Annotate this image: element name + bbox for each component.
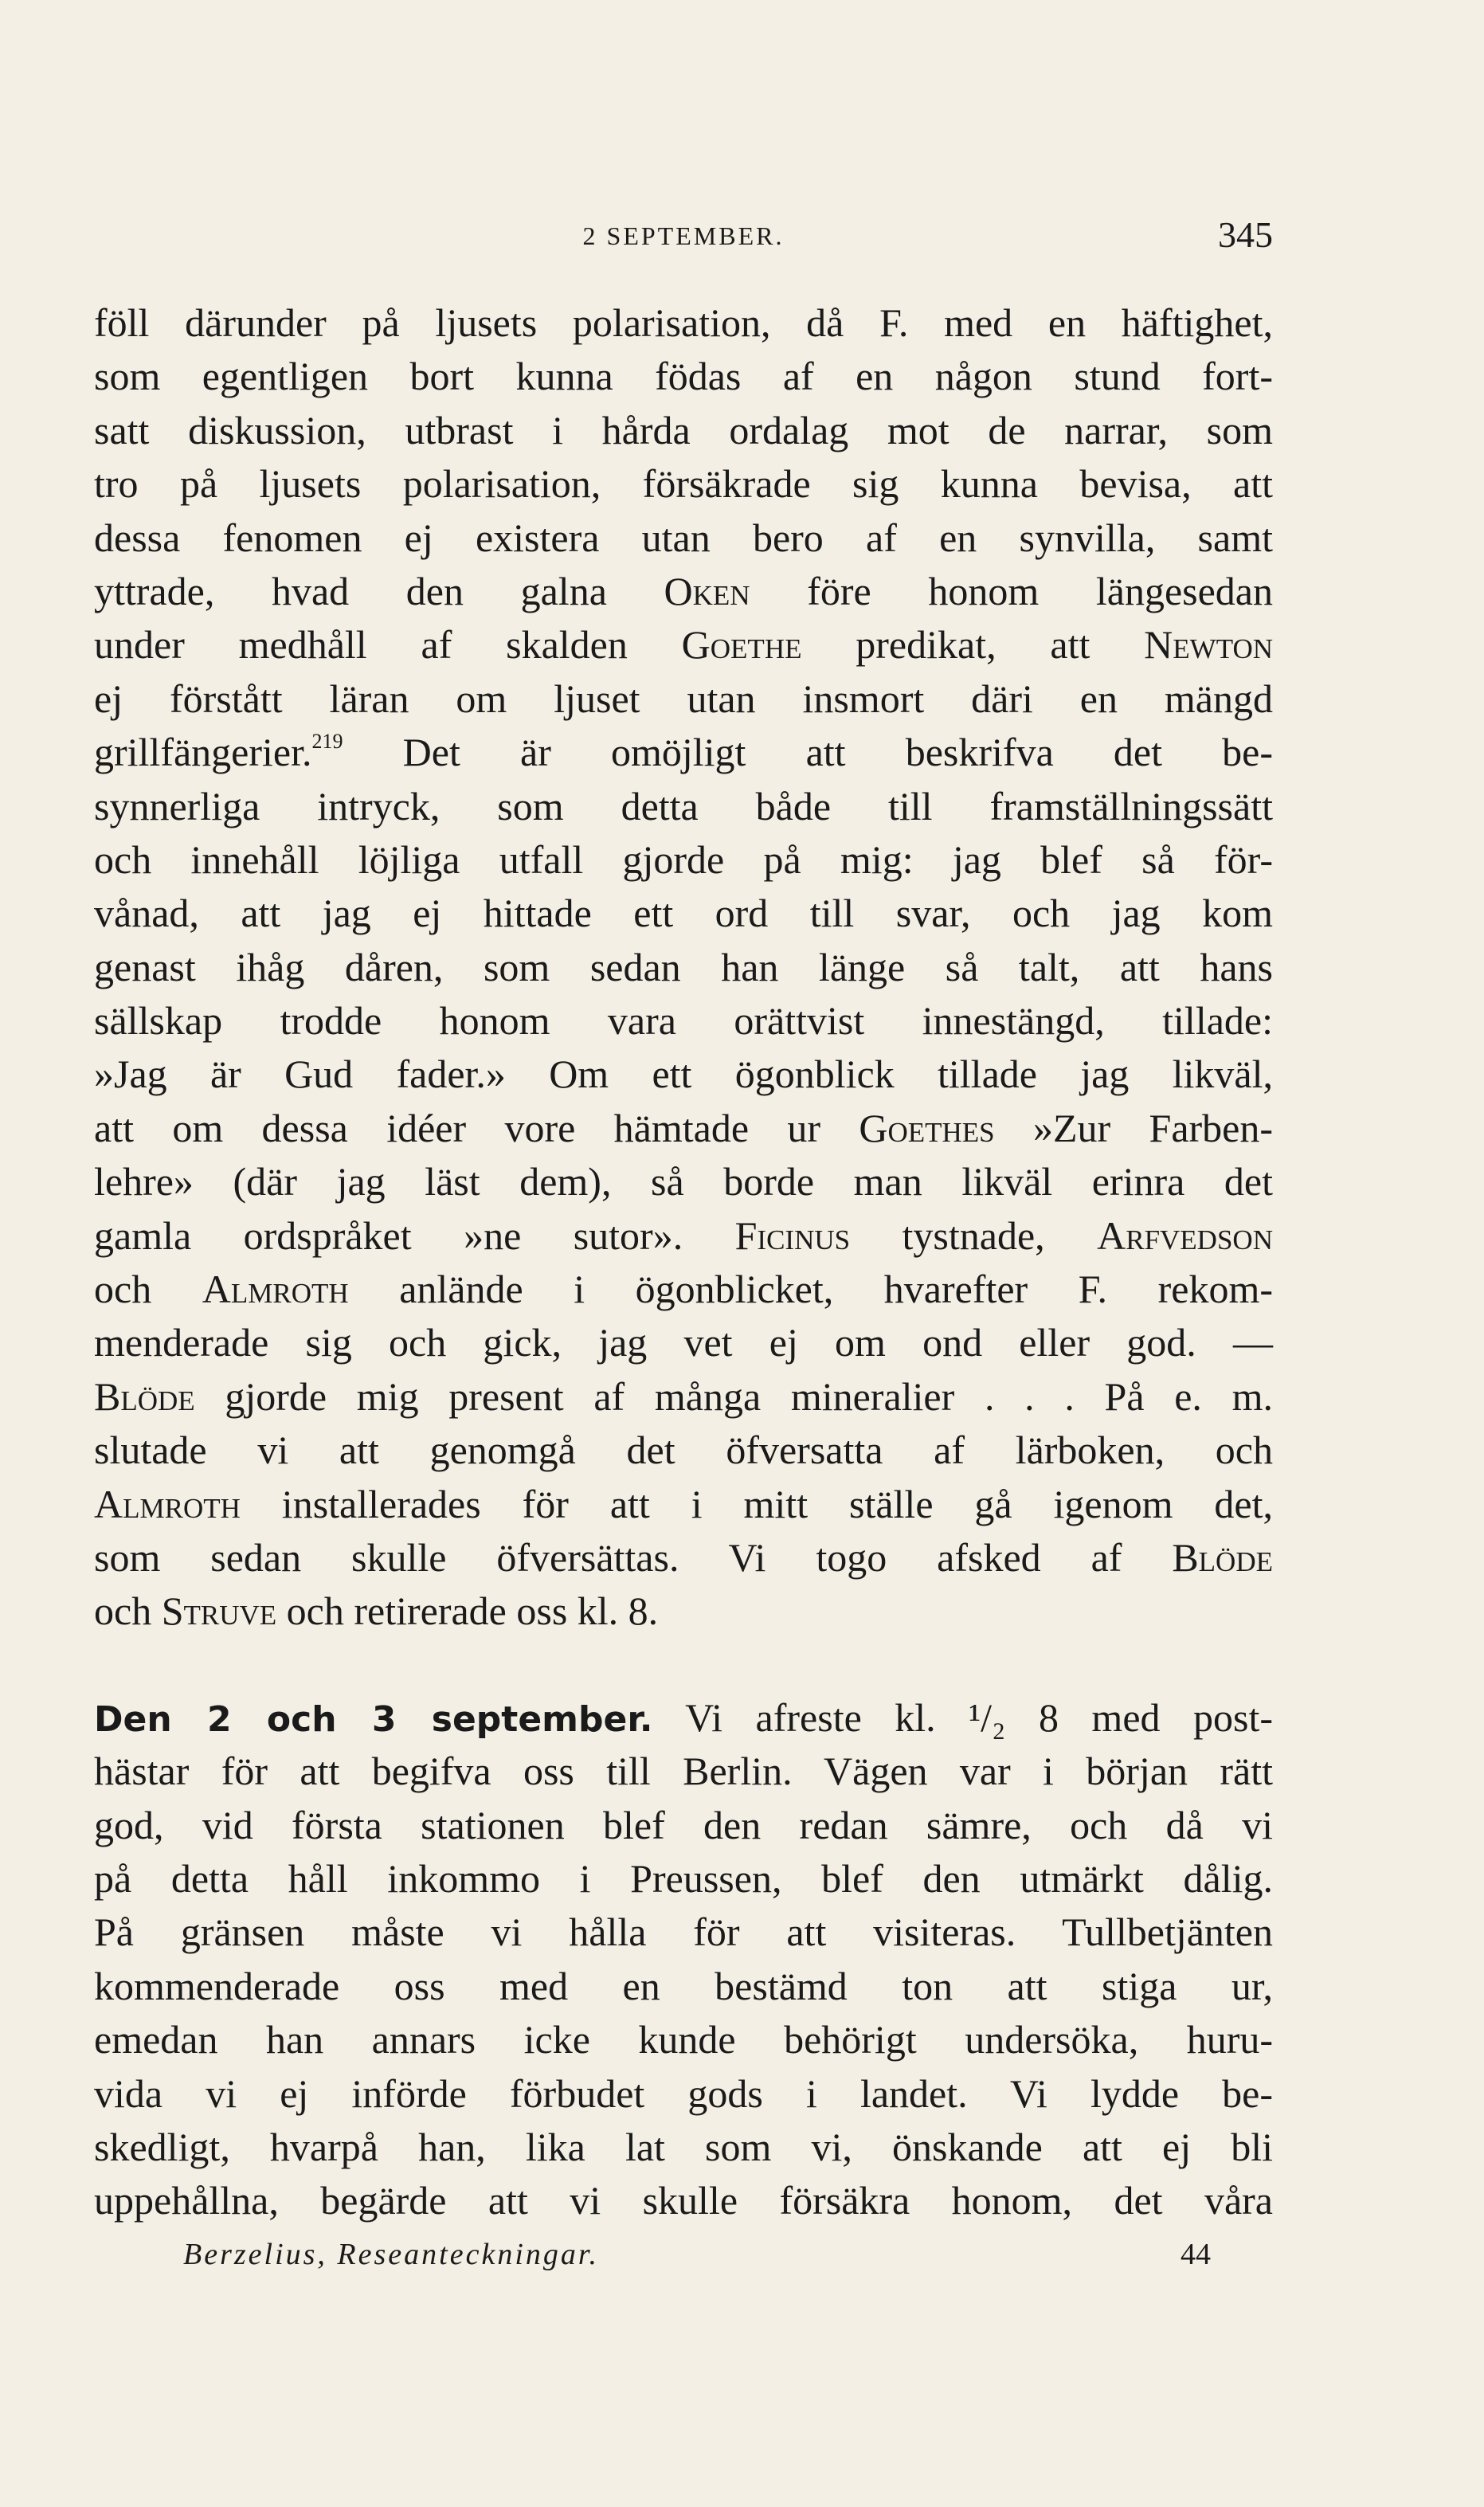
person-name: Goethes <box>859 1105 995 1150</box>
running-header <box>94 213 1273 269</box>
text-line: Almroth installerades för att i mitt ställe gå igenom det, <box>94 1481 1273 1526</box>
text-line: kommenderade oss med en bestämd ton att stiga ur, <box>94 1963 1273 2008</box>
person-name: Arfvedson <box>1097 1212 1273 1258</box>
text-line: Den 2 och 3 september. Vi afreste kl. ¹/₂ 8 med post- <box>94 1694 1273 1740</box>
page-number: 345 <box>1218 214 1273 255</box>
text-line: god, vid första stationen blef den redan sämre, och då vi <box>94 1802 1273 1847</box>
text-line: sällskap trodde honom vara orättvist innestängd, tillade: <box>94 998 1273 1044</box>
person-name: Blöde <box>1172 1534 1273 1580</box>
text-line: yttrade, hvad den galna Oken före honom längesedan <box>94 568 1273 613</box>
text-line: satt diskussion, utbrast i hårda ordalag mot de narrar, som <box>94 407 1273 452</box>
text-line: som sedan skulle öfversättas. Vi togo afsked af Blöde <box>94 1534 1273 1580</box>
text-line: som egentligen bort kunna födas af en någon stund fort- <box>94 354 1273 399</box>
person-name: Almroth <box>94 1481 241 1526</box>
text-line: under medhåll af skalden Goethe predikat, att Newton <box>94 622 1273 668</box>
text-line: på detta håll inkommo i Preussen, blef den utmärkt dålig. <box>94 1855 1273 1901</box>
text-line: att om dessa idéer vore hämtade ur Goethes »Zur Farben- <box>94 1105 1273 1150</box>
text-line: tro på ljusets polarisation, försäkrade sig kunna bevisa, att <box>94 461 1273 507</box>
text-line: hästar för att begifva oss till Berlin. Vägen var i början rätt <box>94 1749 1273 1794</box>
text-line: ej förstått läran om ljuset utan insmort däri en mängd <box>94 676 1273 721</box>
text-line: och Almroth anlände i ögonblicket, hvarefter F. rekom- <box>94 1267 1273 1312</box>
text-line: »Jag är Gud fader.» Om ett ögonblick tillade jag likväl, <box>94 1052 1273 1097</box>
text-line: Blöde gjorde mig present af många mineralier . . . På e. m. <box>94 1373 1273 1419</box>
text-line: och Struve och retirerade oss kl. 8. <box>94 1588 659 1634</box>
text-line: uppehållna, begärde att vi skulle försäkra honom, det våra <box>94 2178 1273 2223</box>
text-line: grillfängerier.$^{219}$ Det är omöjligt att beskrifva det be- <box>94 730 1273 775</box>
text-line: emedan han annars icke kunde behörigt undersöka, huru- <box>94 2017 1273 2062</box>
text-line: lehre» (där jag läst dem), så borde man likväl erinra det <box>94 1159 1273 1205</box>
sheet-number: 44 <box>1181 2238 1211 2271</box>
running-title: 2 SEPTEMBER. <box>582 221 785 250</box>
text-line: dessa fenomen ej existera utan bero af en synvilla, samt <box>94 515 1273 560</box>
person-name: Oken <box>664 568 750 613</box>
person-name: Almroth <box>202 1267 349 1312</box>
paragraph-gap <box>94 1639 1273 1691</box>
footnote-reference: 219 <box>311 730 343 754</box>
text-line: och innehåll löjliga utfall gjorde på mig: jag blef så för- <box>94 836 1273 882</box>
person-name: Struve <box>161 1588 277 1634</box>
text-line: På gränsen måste vi hålla för att visiteras. Tullbetjänten <box>94 1910 1273 1955</box>
person-name: Blöde <box>94 1373 195 1419</box>
person-name: Goethe <box>681 622 802 668</box>
text-line: gamla ordspråket »ne sutor». Ficinus tystnade, Arfvedson <box>94 1212 1273 1258</box>
text-line: genast ihåg dåren, som sedan han länge så talt, att hans <box>94 944 1273 989</box>
text-line: vånad, att jag ej hittade ett ord till svar, och jag kom <box>94 891 1273 936</box>
person-name: Ficinus <box>734 1212 851 1258</box>
text-line: slutade vi att genomgå det öfversatta af lärboken, och <box>94 1428 1273 1473</box>
text-line: föll därunder på ljusets polarisation, då F. med en häftighet, <box>94 300 1273 345</box>
date-heading: Den 2 och 3 september. <box>94 1698 653 1740</box>
text-line: vida vi ej införde förbudet gods i landet. Vi lydde be- <box>94 2070 1273 2116</box>
signature-mark: Berzelius, Reseanteckningar. <box>183 2238 599 2271</box>
person-name: Newton <box>1144 622 1273 668</box>
page-footer <box>183 2237 1211 2282</box>
text-line: menderade sig och gick, jag vet ej om ond eller god. — <box>94 1320 1273 1365</box>
text-line: synnerliga intryck, som detta både till framställningssätt <box>94 783 1273 828</box>
body-text <box>94 296 1273 2228</box>
text-line: skedligt, hvarpå han, lika lat som vi, önskande att ej bli <box>94 2124 1273 2169</box>
